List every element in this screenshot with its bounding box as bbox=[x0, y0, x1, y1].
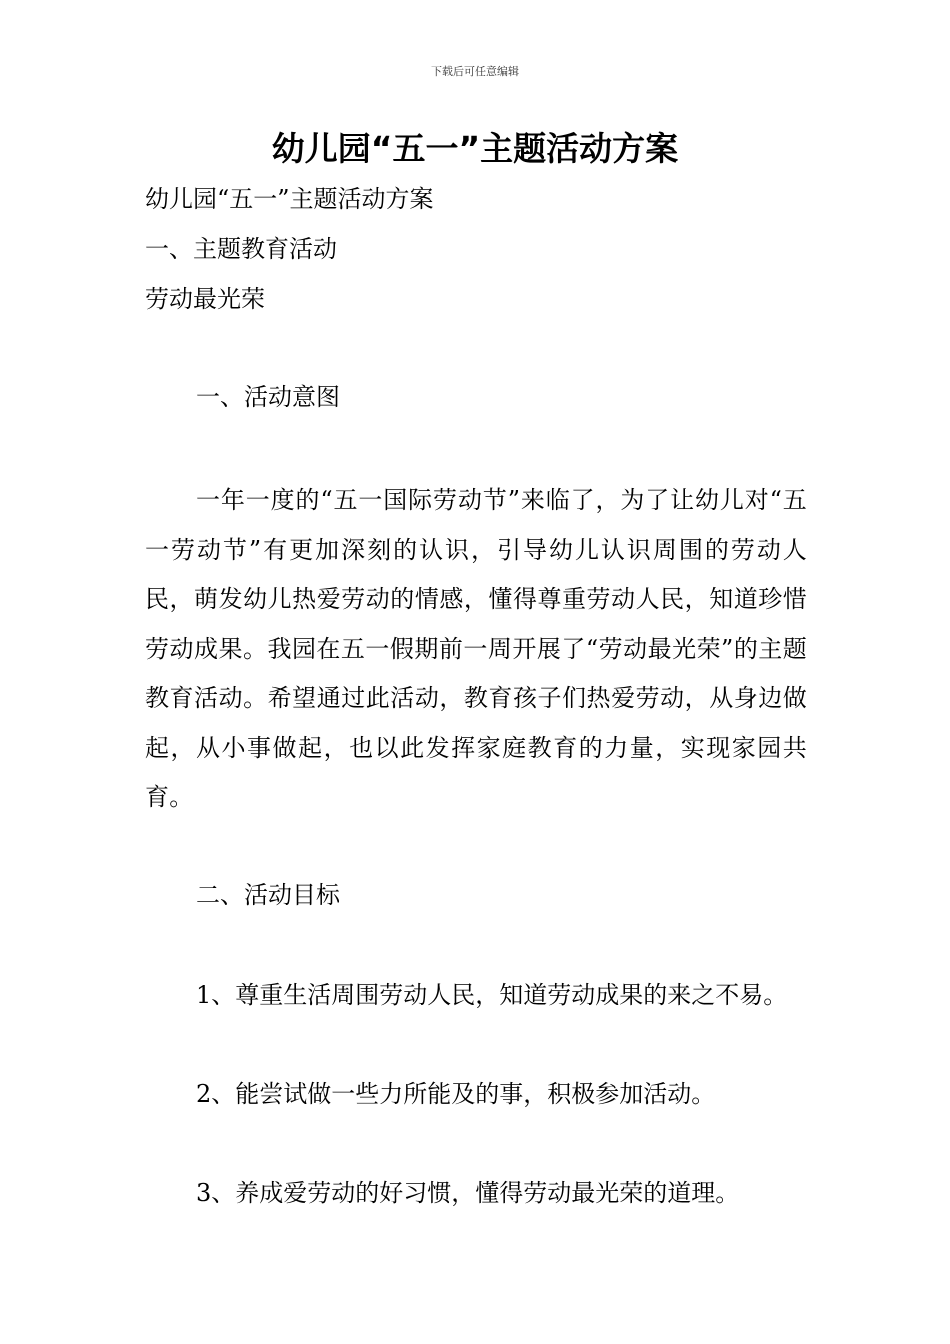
topic-line: 劳动最光荣 bbox=[145, 285, 265, 313]
heading-activity-goals: 二、活动目标 bbox=[196, 881, 340, 909]
goal-item-1: 1、尊重生活周围劳动人民，知道劳动成果的来之不易。 bbox=[196, 981, 788, 1009]
page-header-note: 下载后可任意编辑 bbox=[431, 65, 519, 78]
goal-item-2: 2、能尝试做一些力所能及的事，积极参加活动。 bbox=[196, 1080, 716, 1108]
goal-item-3: 3、养成爱劳动的好习惯，懂得劳动最光荣的道理。 bbox=[196, 1179, 740, 1207]
heading-activity-intent: 一、活动意图 bbox=[196, 383, 340, 411]
subtitle-line: 幼儿园“五一”主题活动方案 bbox=[145, 185, 434, 213]
section-heading-theme-activity: 一、主题教育活动 bbox=[145, 235, 337, 263]
document-title: 幼儿园“五一”主题活动方案 bbox=[271, 129, 679, 168]
paragraph-activity-intent: 一年一度的“五一国际劳动节”来临了，为了让幼儿对“五一劳动节”有更加深刻的认识，引导幼儿认识周围的劳动人民，萌发幼儿热爱劳动的情感，懂得尊重劳动人民，知道珍惜劳动成果。我园在五一假期前一周开展了“劳动最光荣”的主题教育活动。希望通过此活动，教育孩子们热爱劳动，从身边做起，从小事做起，也以此发挥家庭教育的力量，实现家园共育。 bbox=[145, 486, 807, 811]
